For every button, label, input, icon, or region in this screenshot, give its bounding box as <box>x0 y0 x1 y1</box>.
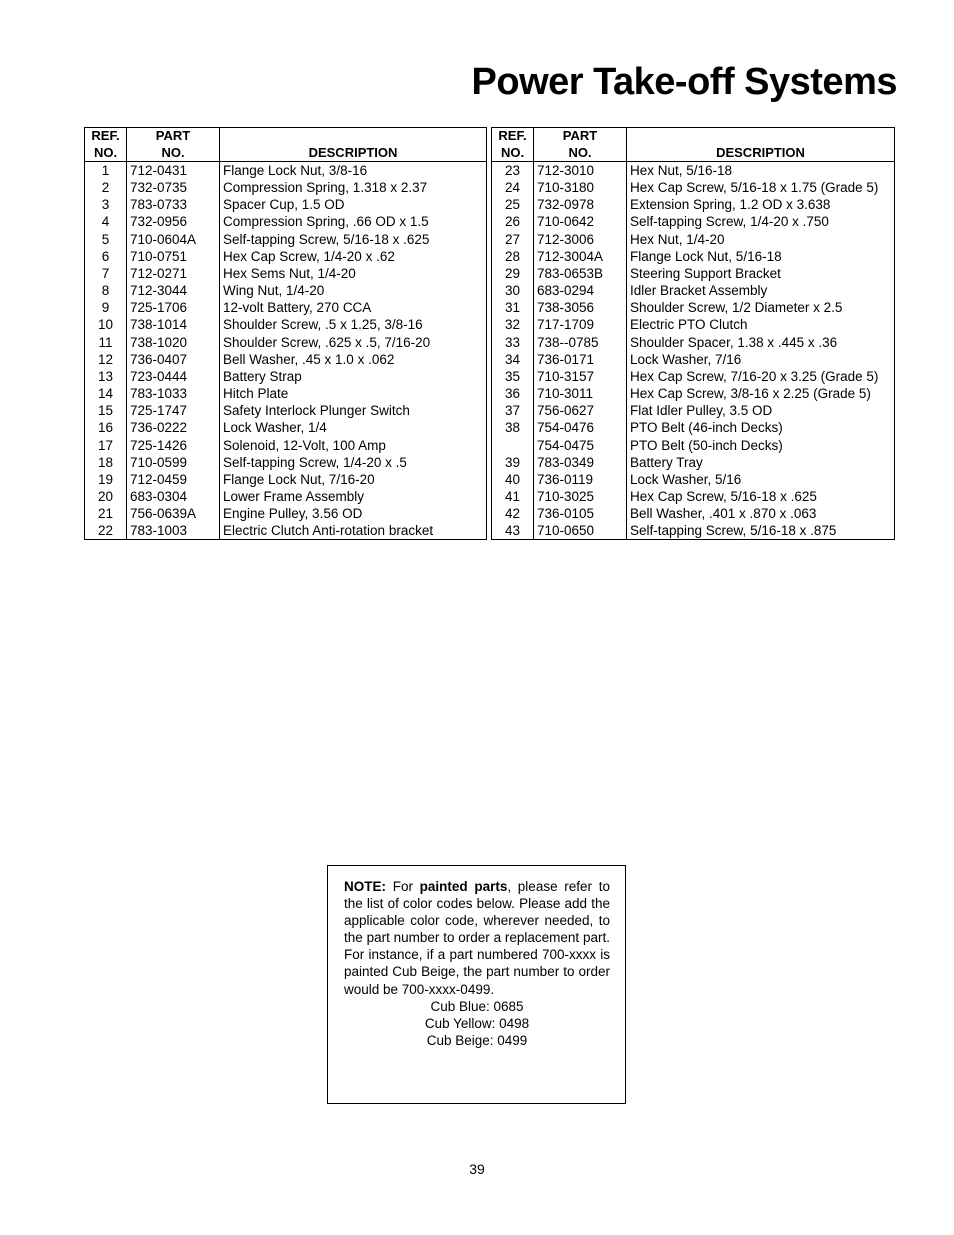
table-row <box>492 162 895 180</box>
part-no-cell: 732-0978 <box>534 196 627 213</box>
description-cell: Flat Idler Pulley, 3.5 OD <box>627 402 895 419</box>
part-no-cell: 736-0105 <box>534 505 627 522</box>
ref-no-cell: 41 <box>492 488 534 505</box>
note-emphasis: painted parts <box>419 879 508 894</box>
part-no-cell: 725-1706 <box>127 299 220 316</box>
part-no-cell: 754-0476 <box>534 419 627 436</box>
table-row <box>85 265 487 282</box>
part-no-cell: 738-3056 <box>534 299 627 316</box>
ref-no-cell: 16 <box>85 419 127 436</box>
description-cell: Flange Lock Nut, 7/16-20 <box>220 471 487 488</box>
table-row <box>492 471 895 488</box>
part-no-cell: 717-1709 <box>534 316 627 333</box>
description-cell: Electric Clutch Anti-rotation bracket <box>220 522 487 540</box>
ref-no-header: REF. NO. <box>85 128 127 162</box>
description-cell: Compression Spring, .66 OD x 1.5 <box>220 213 487 230</box>
table-header-row <box>85 128 487 162</box>
ref-no-cell: 14 <box>85 385 127 402</box>
table-row <box>492 419 895 436</box>
part-no-cell: 725-1747 <box>127 402 220 419</box>
description-cell: Bell Washer, .45 x 1.0 x .062 <box>220 351 487 368</box>
description-cell: Flange Lock Nut, 3/8-16 <box>220 162 487 180</box>
note-label: NOTE: <box>344 879 386 894</box>
part-no-header: PART NO. <box>534 128 627 162</box>
table-row <box>85 454 487 471</box>
part-no-cell: 732-0956 <box>127 213 220 230</box>
description-cell: Self-tapping Screw, 1/4-20 x .5 <box>220 454 487 471</box>
part-no-cell: 738-1020 <box>127 334 220 351</box>
ref-no-cell: 2 <box>85 179 127 196</box>
ref-no-cell: 17 <box>85 437 127 454</box>
description-cell: 12-volt Battery, 270 CCA <box>220 299 487 316</box>
ref-no-cell: 19 <box>85 471 127 488</box>
parts-table-left-body <box>85 162 487 540</box>
table-row <box>85 316 487 333</box>
ref-no-cell: 39 <box>492 454 534 471</box>
part-no-cell: 710-3180 <box>534 179 627 196</box>
part-no-cell: 712-0459 <box>127 471 220 488</box>
part-no-cell: 710-0599 <box>127 454 220 471</box>
description-cell: Hex Nut, 5/16-18 <box>627 162 895 180</box>
ref-no-cell: 20 <box>85 488 127 505</box>
ref-no-cell: 33 <box>492 334 534 351</box>
table-row <box>85 522 487 540</box>
part-no-cell: 736-0407 <box>127 351 220 368</box>
description-cell: Shoulder Screw, 1/2 Diameter x 2.5 <box>627 299 895 316</box>
part-no-cell: 710-0751 <box>127 248 220 265</box>
part-no-cell: 712-3004A <box>534 248 627 265</box>
part-no-cell: 736-0171 <box>534 351 627 368</box>
part-no-header: PART NO. <box>127 128 220 162</box>
part-no-cell: 736-0119 <box>534 471 627 488</box>
description-cell: Shoulder Screw, .625 x .5, 7/16-20 <box>220 334 487 351</box>
ref-no-cell: 24 <box>492 179 534 196</box>
ref-no-cell <box>492 437 534 454</box>
description-cell: Battery Strap <box>220 368 487 385</box>
table-row <box>492 522 895 540</box>
table-row <box>85 351 487 368</box>
ref-no-cell: 28 <box>492 248 534 265</box>
ref-no-cell: 5 <box>85 231 127 248</box>
part-no-cell: 683-0304 <box>127 488 220 505</box>
description-cell: Compression Spring, 1.318 x 2.37 <box>220 179 487 196</box>
part-no-cell: 725-1426 <box>127 437 220 454</box>
table-row <box>85 299 487 316</box>
table-row <box>492 316 895 333</box>
ref-no-cell: 27 <box>492 231 534 248</box>
description-cell: Self-tapping Screw, 5/16-18 x .625 <box>220 231 487 248</box>
table-row <box>85 162 487 180</box>
ref-no-cell: 31 <box>492 299 534 316</box>
table-row <box>85 213 487 230</box>
ref-no-cell: 18 <box>85 454 127 471</box>
description-cell: Steering Support Bracket <box>627 265 895 282</box>
table-header-row <box>492 128 895 162</box>
ref-no-cell: 11 <box>85 334 127 351</box>
part-no-cell: 736-0222 <box>127 419 220 436</box>
part-no-cell: 683-0294 <box>534 282 627 299</box>
table-row <box>492 196 895 213</box>
note-paragraph: NOTE: For painted parts, please refer to the list of color codes below. Please add the applicable color code, wherever needed, to the part number to order a replacement part. For instance, if a part numbered 700-xxxx is painted Cub Beige, the part number to order would be 700-xxxx-0499. <box>344 879 610 997</box>
table-row <box>85 488 487 505</box>
description-cell: Bell Washer, .401 x .870 x .063 <box>627 505 895 522</box>
painted-parts-note <box>327 865 626 1104</box>
table-row <box>492 231 895 248</box>
ref-no-cell: 43 <box>492 522 534 540</box>
part-no-cell: 738-1014 <box>127 316 220 333</box>
description-cell: Hex Cap Screw, 5/16-18 x .625 <box>627 488 895 505</box>
description-cell: Battery Tray <box>627 454 895 471</box>
table-row <box>492 248 895 265</box>
ref-no-cell: 42 <box>492 505 534 522</box>
description-cell: Electric PTO Clutch <box>627 316 895 333</box>
ref-no-cell: 9 <box>85 299 127 316</box>
ref-no-header: REF. NO. <box>492 128 534 162</box>
ref-no-cell: 3 <box>85 196 127 213</box>
table-row <box>85 471 487 488</box>
table-row <box>85 505 487 522</box>
description-cell: Shoulder Spacer, 1.38 x .445 x .36 <box>627 334 895 351</box>
description-cell: Hex Cap Screw, 1/4-20 x .62 <box>220 248 487 265</box>
description-cell: Flange Lock Nut, 5/16-18 <box>627 248 895 265</box>
part-no-cell: 732-0735 <box>127 179 220 196</box>
description-cell: Lock Washer, 7/16 <box>627 351 895 368</box>
table-row <box>85 282 487 299</box>
table-row <box>492 488 895 505</box>
color-code-blue: Cub Blue: 0685 <box>430 998 524 1014</box>
part-no-cell: 783-1033 <box>127 385 220 402</box>
color-code-beige: Cub Beige: 0499 <box>426 1032 528 1048</box>
ref-no-cell: 8 <box>85 282 127 299</box>
part-no-cell: 712-3006 <box>534 231 627 248</box>
table-row <box>85 231 487 248</box>
part-no-cell: 710-0604A <box>127 231 220 248</box>
table-row <box>492 265 895 282</box>
table-row <box>492 334 895 351</box>
part-no-cell: 756-0639A <box>127 505 220 522</box>
ref-no-cell: 26 <box>492 213 534 230</box>
ref-no-cell: 25 <box>492 196 534 213</box>
table-row <box>492 437 895 454</box>
ref-no-cell: 4 <box>85 213 127 230</box>
description-cell: Shoulder Screw, .5 x 1.25, 3/8-16 <box>220 316 487 333</box>
table-row <box>492 368 895 385</box>
table-row <box>85 248 487 265</box>
part-no-cell: 710-0642 <box>534 213 627 230</box>
description-cell: Spacer Cup, 1.5 OD <box>220 196 487 213</box>
ref-no-cell: 12 <box>85 351 127 368</box>
description-cell: Self-tapping Screw, 1/4-20 x .750 <box>627 213 895 230</box>
parts-table-right <box>491 127 895 540</box>
table-row <box>492 351 895 368</box>
description-cell: PTO Belt (50-inch Decks) <box>627 437 895 454</box>
part-no-cell: 710-3157 <box>534 368 627 385</box>
part-no-cell: 712-0431 <box>127 162 220 180</box>
part-no-cell: 756-0627 <box>534 402 627 419</box>
part-no-cell: 710-3011 <box>534 385 627 402</box>
ref-no-cell: 13 <box>85 368 127 385</box>
part-no-cell: 754-0475 <box>534 437 627 454</box>
table-row <box>85 402 487 419</box>
ref-no-cell: 40 <box>492 471 534 488</box>
description-header: DESCRIPTION <box>220 128 487 162</box>
ref-no-cell: 37 <box>492 402 534 419</box>
ref-no-cell: 32 <box>492 316 534 333</box>
table-row <box>85 437 487 454</box>
ref-no-cell: 36 <box>492 385 534 402</box>
parts-table-right-body <box>492 162 895 540</box>
description-cell: Hex Sems Nut, 1/4-20 <box>220 265 487 282</box>
table-row <box>85 196 487 213</box>
description-cell: Idler Bracket Assembly <box>627 282 895 299</box>
table-row <box>492 213 895 230</box>
part-no-cell: 710-3025 <box>534 488 627 505</box>
ref-no-cell: 10 <box>85 316 127 333</box>
description-cell: Self-tapping Screw, 5/16-18 x .875 <box>627 522 895 540</box>
description-cell: Lower Frame Assembly <box>220 488 487 505</box>
table-row <box>492 282 895 299</box>
part-no-cell: 783-0653B <box>534 265 627 282</box>
table-row <box>85 179 487 196</box>
description-cell: Solenoid, 12-Volt, 100 Amp <box>220 437 487 454</box>
part-no-cell: 712-3044 <box>127 282 220 299</box>
part-no-cell: 712-0271 <box>127 265 220 282</box>
description-cell: PTO Belt (46-inch Decks) <box>627 419 895 436</box>
description-cell: Hex Nut, 1/4-20 <box>627 231 895 248</box>
ref-no-cell: 1 <box>85 162 127 180</box>
description-cell: Extension Spring, 1.2 OD x 3.638 <box>627 196 895 213</box>
page-title: Power Take-off Systems <box>471 61 897 103</box>
description-cell: Hex Cap Screw, 3/8-16 x 2.25 (Grade 5) <box>627 385 895 402</box>
ref-no-cell: 23 <box>492 162 534 180</box>
table-row <box>85 385 487 402</box>
part-no-cell: 783-0349 <box>534 454 627 471</box>
description-cell: Lock Washer, 1/4 <box>220 419 487 436</box>
part-no-cell: 783-0733 <box>127 196 220 213</box>
table-row <box>492 179 895 196</box>
ref-no-cell: 22 <box>85 522 127 540</box>
color-code-yellow: Cub Yellow: 0498 <box>424 1015 530 1031</box>
description-cell: Lock Washer, 5/16 <box>627 471 895 488</box>
part-no-cell: 738--0785 <box>534 334 627 351</box>
parts-table-left <box>84 127 487 540</box>
description-cell: Engine Pulley, 3.56 OD <box>220 505 487 522</box>
table-row <box>492 505 895 522</box>
part-no-cell: 783-1003 <box>127 522 220 540</box>
page-number: 39 <box>469 1161 485 1177</box>
table-row <box>492 385 895 402</box>
part-no-cell: 710-0650 <box>534 522 627 540</box>
description-header: DESCRIPTION <box>627 128 895 162</box>
table-row <box>492 299 895 316</box>
ref-no-cell: 38 <box>492 419 534 436</box>
table-row <box>492 402 895 419</box>
ref-no-cell: 6 <box>85 248 127 265</box>
ref-no-cell: 29 <box>492 265 534 282</box>
ref-no-cell: 7 <box>85 265 127 282</box>
table-row <box>492 454 895 471</box>
table-row <box>85 368 487 385</box>
table-row <box>85 419 487 436</box>
ref-no-cell: 15 <box>85 402 127 419</box>
description-cell: Hex Cap Screw, 7/16-20 x 3.25 (Grade 5) <box>627 368 895 385</box>
description-cell: Wing Nut, 1/4-20 <box>220 282 487 299</box>
part-no-cell: 712-3010 <box>534 162 627 180</box>
ref-no-cell: 35 <box>492 368 534 385</box>
description-cell: Hex Cap Screw, 5/16-18 x 1.75 (Grade 5) <box>627 179 895 196</box>
ref-no-cell: 21 <box>85 505 127 522</box>
description-cell: Hitch Plate <box>220 385 487 402</box>
table-row <box>85 334 487 351</box>
ref-no-cell: 34 <box>492 351 534 368</box>
description-cell: Safety Interlock Plunger Switch <box>220 402 487 419</box>
part-no-cell: 723-0444 <box>127 368 220 385</box>
ref-no-cell: 30 <box>492 282 534 299</box>
